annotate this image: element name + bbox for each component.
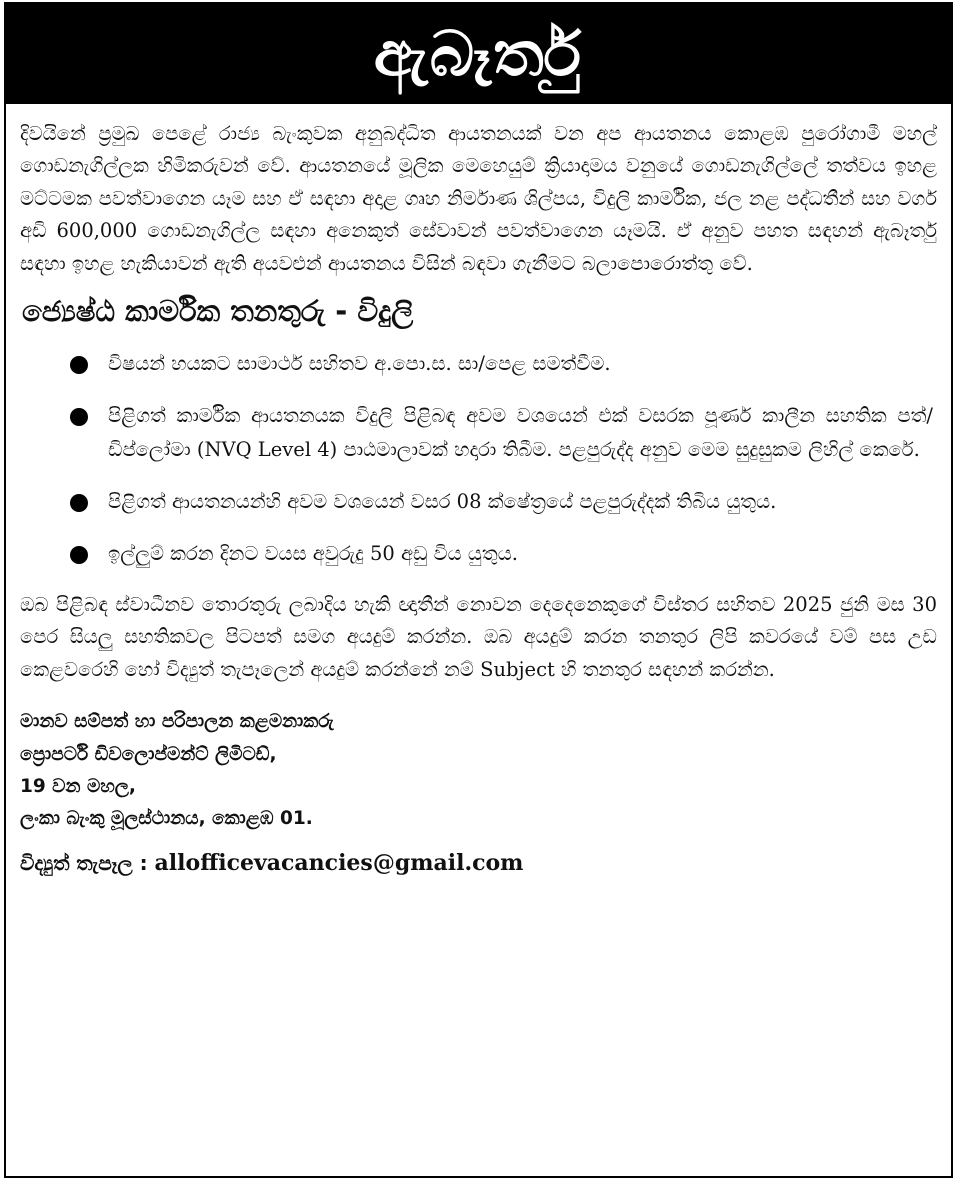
email-address[interactable]: allofficevacancies@gmail.com	[154, 849, 524, 876]
bullet-icon	[70, 546, 88, 564]
address-line: ප්‍රොපර්ටි ඩිවලොප්මන්ට් ලිමිටඩ්,	[20, 743, 277, 765]
contact-address	[20, 706, 937, 836]
requirements-list	[20, 347, 937, 571]
email-label: විද්‍යුත් තැපෑල :	[20, 850, 148, 875]
list-item	[20, 399, 937, 467]
ad-title: ඇබෑර්තු	[373, 17, 584, 90]
bullet-icon	[70, 408, 88, 426]
list-item	[20, 537, 937, 571]
job-title: ජ්‍යෙෂ්ඨ කාර්මික තනතුරු - විදුලි	[22, 294, 414, 329]
list-item	[20, 485, 937, 519]
intro-paragraph: දිවයිනේ ප්‍රමුඛ පෙළේ රාජ්‍ය බැංකුවක අනුබද්ධිත ආයතනයක් වන අප ආයතනය කොළඹ පුරෝගාමී මහල් ගොඩනැගිල්ලක හිමිකරුවන් වේ. ආයතනයේ මූලික මෙහෙයුම් ක්‍රියාදාමය වනුයේ ගොඩනැගිල්ලේ තත්වය ඉහළ මට්ටමක පවත්වාගෙන යෑම සහ ඒ සඳහා අදාළ ගෘහ නිර්මාණ ශිල්පය, විදුලි කාර්මික, ජල නළ පද්ධතීන් සහ වර්ග අඩි 600,000 ගොඩනැගිල්ල සඳහා අනෙකුත් සේවාවන් පවත්වාගෙන යෑමයි. ඒ අනුව පහත සඳහන් ඇබෑර්තු සඳහා ඉහළ හැකියාවන් ඇති අයවළුන් ආයතනය විසින් බඳවා ගැනීමට බලාපොරොත්තු වේ.	[20, 122, 937, 275]
requirement-text: ඉල්ලුම් කරන දිනට වයස අවුරුදු 50 අඩු විය යුතුය.	[108, 542, 518, 566]
requirement-text: පිළිගත් කාර්මික ආයතනයක විදුලි පිළිබඳ අවම වශයෙන් එක් වසරක පූර්ණ කාලීන සහතික පත්/ඩිප්ලෝමා (NVQ Level 4) පාඨමාලාවක් හදාරා තිබීම. පළපුරුද්ද අනුව මෙම සුදුසුකම ලිහිල් කෙරේ.	[108, 404, 933, 462]
advertisement	[4, 2, 953, 1178]
requirement-text: විෂයන් හයකට සාමාර්ථ සහිතව අ.පො.ස. සා/පෙළ සමත්වීම.	[108, 352, 611, 376]
ad-content	[6, 104, 951, 876]
bullet-icon	[70, 356, 88, 374]
address-line: මානව සම්පත් හා පරිපාලන කළමනාකරු	[20, 711, 334, 733]
closing-paragraph: ඔබ පිළිබඳ ස්වාධීනව තොරතුරු ලබාදිය හැකි ඥාතීන් නොවන දෙදෙනෙකුගේ විස්තර සහිතව 2025 ජුනි මස 30 පෙර සියලු සහතිකවල පිටපත් සමග අයදුම් කරන්න. ඔබ අයදුම් කරන තනතුර ලිපි කවරයේ වම් පස උඩ කෙළවරෙහි හෝ විද්‍යුත් තැපෑලෙන් අයදුම් කරන්නේ නම් Subject හි තනතුර සඳහන් කරන්න.	[20, 593, 937, 681]
header-banner	[6, 4, 951, 104]
bullet-icon	[70, 494, 88, 512]
requirement-text: පිළිගත් ආයතනයන්හි අවම වශයෙන් වසර 08 ක්ෂේත්‍රයේ පළපුරුද්දක් තිබිය යුතුය.	[108, 490, 777, 514]
address-line: 19 වන මහල,	[20, 776, 136, 798]
email-line	[20, 850, 937, 876]
address-line: ලංකා බැංකු මූලස්ථානය, කොළඹ 01.	[20, 808, 313, 830]
list-item	[20, 347, 937, 381]
